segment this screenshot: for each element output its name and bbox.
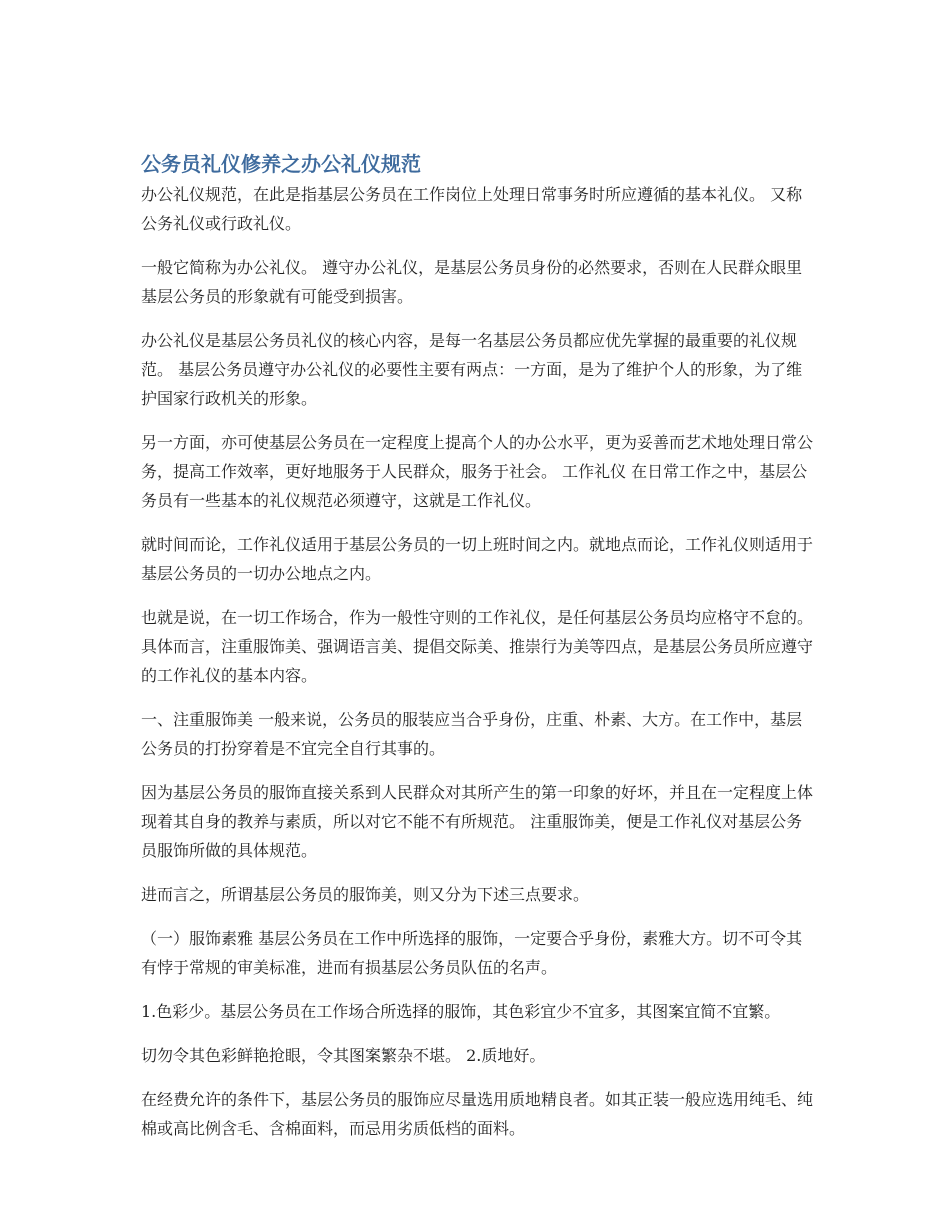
paragraph: 办公礼仪是基层公务员礼仪的核心内容，是每一名基层公务员都应优先掌握的最重要的礼仪规范。 基层公务员遵守办公礼仪的必要性主要有两点：一方面，是为了维护个人的形象，为了维护国家行政机关的形象。 (141, 331, 803, 408)
paragraph: 也就是说，在一切工作场合，作为一般性守则的工作礼仪，是任何基层公务员均应格守不怠的。 具体而言，注重服饰美、强调语言美、提倡交际美、推崇行为美等四点，是基层公务员所应遵守的工作礼仪的基本内容。 (141, 608, 814, 685)
document-title: 公务员礼仪修养之办公礼仪规范 (141, 152, 421, 176)
paragraph: 就时间而论，工作礼仪适用于基层公务员的一切上班时间之内。就地点而论，工作礼仪则适用于基层公务员的一切办公地点之内。 (141, 535, 814, 583)
paragraph: 一般它简称为办公礼仪。 遵守办公礼仪，是基层公务员身份的必然要求，否则在人民群众眼里基层公务员的形象就有可能受到损害。 (141, 258, 803, 306)
paragraph: 在经费允许的条件下，基层公务员的服饰应尽量选用质地精良者。如其正装一般应选用纯毛、纯棉或高比例含毛、含棉面料，而忌用劣质低档的面料。 (141, 1090, 814, 1138)
paragraph: 因为基层公务员的服饰直接关系到人民群众对其所产生的第一印象的好坏，并且在一定程度上体现着其自身的教养与素质，所以对它不能不有所规范。 注重服饰美，便是工作礼仪对基层公务员服饰所做的具体规范。 (141, 783, 814, 860)
document-body (141, 150, 813, 1158)
paragraph: 1.色彩少。基层公务员在工作场合所选择的服饰，其色彩宜少不宜多，其图案宜简不宜繁。 (141, 1002, 781, 1021)
paragraph: 切勿令其色彩鲜艳抢眼，令其图案繁杂不堪。 2.质地好。 (141, 1046, 546, 1065)
paragraph: （一）服饰素雅 基层公务员在工作中所选择的服饰，一定要合乎身份，素雅大方。切不可令其有悖于常规的审美标准，进而有损基层公务员队伍的名声。 (141, 929, 803, 977)
paragraph: 另一方面，亦可使基层公务员在一定程度上提高个人的办公水平，更为妥善而艺术地处理日常公务，提高工作效率，更好地服务于人民群众，服务于社会。 工作礼仪 在日常工作之中，基层公务员有一些基本的礼仪规范必须遵守，这就是工作礼仪。 (141, 433, 814, 510)
paragraph: 进而言之，所谓基层公务员的服饰美，则又分为下述三点要求。 (141, 885, 590, 904)
paragraph: 一、注重服饰美 一般来说，公务员的服装应当合乎身份，庄重、朴素、大方。在工作中，基层公务员的打扮穿着是不宜完全自行其事的。 (141, 710, 803, 758)
paragraph: 办公礼仪规范，在此是指基层公务员在工作岗位上处理日常事务时所应遵循的基本礼仪。 又称公务礼仪或行政礼仪。 (141, 185, 803, 233)
